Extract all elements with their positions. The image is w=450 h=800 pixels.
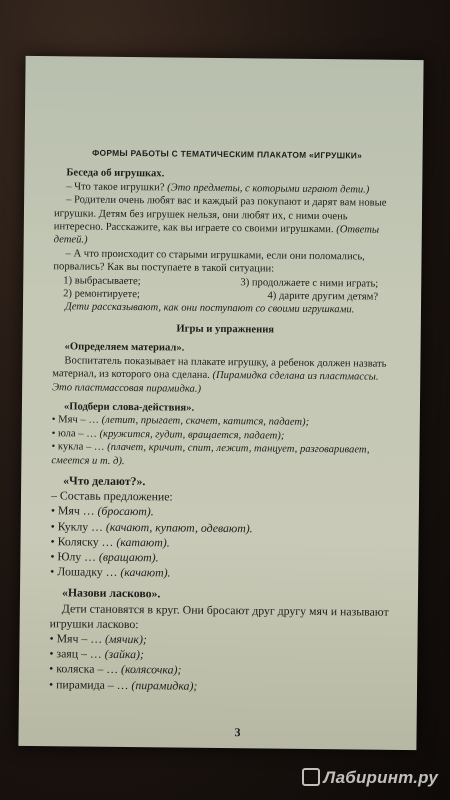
item-lead: • Лошадку …	[50, 564, 118, 580]
conversation-heading: Беседа об игрушках.	[66, 167, 165, 180]
game-3	[50, 473, 396, 583]
game-1-text	[52, 354, 397, 398]
game-4-heading: «Назови ласково».	[61, 585, 161, 601]
item-lead: • Юлу …	[50, 549, 97, 564]
g1-text: Воспитатель показывает на плакате игрушку, а ребенок должен назвать материал, из которого она сделана.	[52, 355, 387, 381]
conversation-p1	[54, 193, 400, 250]
item-tail: (зайка);	[104, 646, 145, 662]
item-tail: (кружится, гудит, вращается, падает);	[99, 428, 285, 442]
item-lead: • кукла – …	[51, 441, 105, 453]
item-lead: • заяц – …	[49, 646, 102, 661]
list-item	[49, 677, 394, 696]
option-3: 3) продолжаете с ними играть;	[240, 276, 379, 290]
item-lead: • Коляску …	[50, 533, 114, 549]
game-3-intro: – Составь предложение:	[50, 488, 173, 504]
item-tail: (качают).	[120, 565, 171, 580]
list-item	[50, 564, 395, 583]
item-lead: • юла – …	[51, 427, 97, 440]
item-tail: (катают).	[116, 534, 170, 550]
watermark-text: Лабиринт.ру	[323, 768, 438, 787]
page-title: ФОРМЫ РАБОТЫ С ТЕМАТИЧЕСКИМ ПЛАКАТОМ «ИГРУШКИ»	[92, 147, 363, 161]
item-tail: (качают, купают, одевают).	[105, 519, 253, 535]
option-2: 2) ремонтируете;	[63, 288, 140, 301]
book-page	[18, 56, 423, 750]
game-2-heading: «Подбери слова-действия».	[63, 401, 195, 414]
item-tail: (плачет, кричит, спит, лежит, танцует, разговаривает, смеется и т. д).	[51, 441, 370, 467]
page-number: 3	[234, 725, 241, 740]
watermark	[302, 768, 438, 788]
game-4-text: Дети становятся в круг. Они бросают друг другу мяч и называют игрушки ласково:	[49, 600, 389, 631]
game-1-heading: «Определяем материал».	[64, 341, 185, 354]
p1-note: (Ответы детей.)	[53, 224, 380, 247]
item-tail: (пирамидка);	[131, 677, 198, 693]
item-tail: (бросают).	[97, 504, 154, 519]
option-4: 4) дарите другим детям?	[267, 290, 379, 303]
item-tail: (вращают).	[98, 549, 159, 565]
g1-note: (Пирамидка сделана из пластмассы. Это пластмассовая пирамидка.)	[52, 370, 379, 395]
item-lead: • Куклу …	[50, 518, 104, 534]
item-tail: (колясочка);	[120, 662, 182, 677]
q1-text: – Что такое игрушки?	[66, 181, 165, 194]
p1-text: – Родители очень любят вас и каждый раз покупают и дарят вам новые игрушки. Детям без игрушек нельзя, они любят их, с ними очень интересно. Расскажите, как вы играете со своими игрушками.	[53, 194, 387, 236]
item-lead: • Мяч …	[50, 503, 95, 519]
item-tail: (летит, прыгает, скачет, катится, падает);	[101, 415, 310, 429]
game-3-heading: «Что делают?».	[63, 473, 146, 489]
item-lead: • Мяч – …	[51, 414, 100, 427]
item-tail: (мячик);	[104, 631, 147, 647]
page-content	[49, 146, 400, 695]
list-item	[51, 440, 396, 470]
option-1: 1) выбрасываете;	[63, 274, 141, 287]
games-heading: Игры и упражнения	[176, 323, 275, 336]
game-4	[49, 586, 395, 696]
item-lead: • Мяч – …	[49, 631, 103, 646]
labirint-logo-icon	[302, 768, 320, 786]
game-2	[51, 400, 397, 471]
item-lead: • пирамида – …	[48, 676, 129, 692]
item-lead: • коляска – …	[49, 661, 119, 677]
conversation-q2: – А что происходит со старыми игрушками, если они поломались, порвались? Как вы поступаете в такой ситуации:	[53, 248, 365, 275]
q1-note: (Это предметы, с которыми играют дети.)	[167, 182, 370, 196]
conversation-answer: Дети рассказывают, как они поступают со своими игрушками.	[64, 301, 355, 316]
